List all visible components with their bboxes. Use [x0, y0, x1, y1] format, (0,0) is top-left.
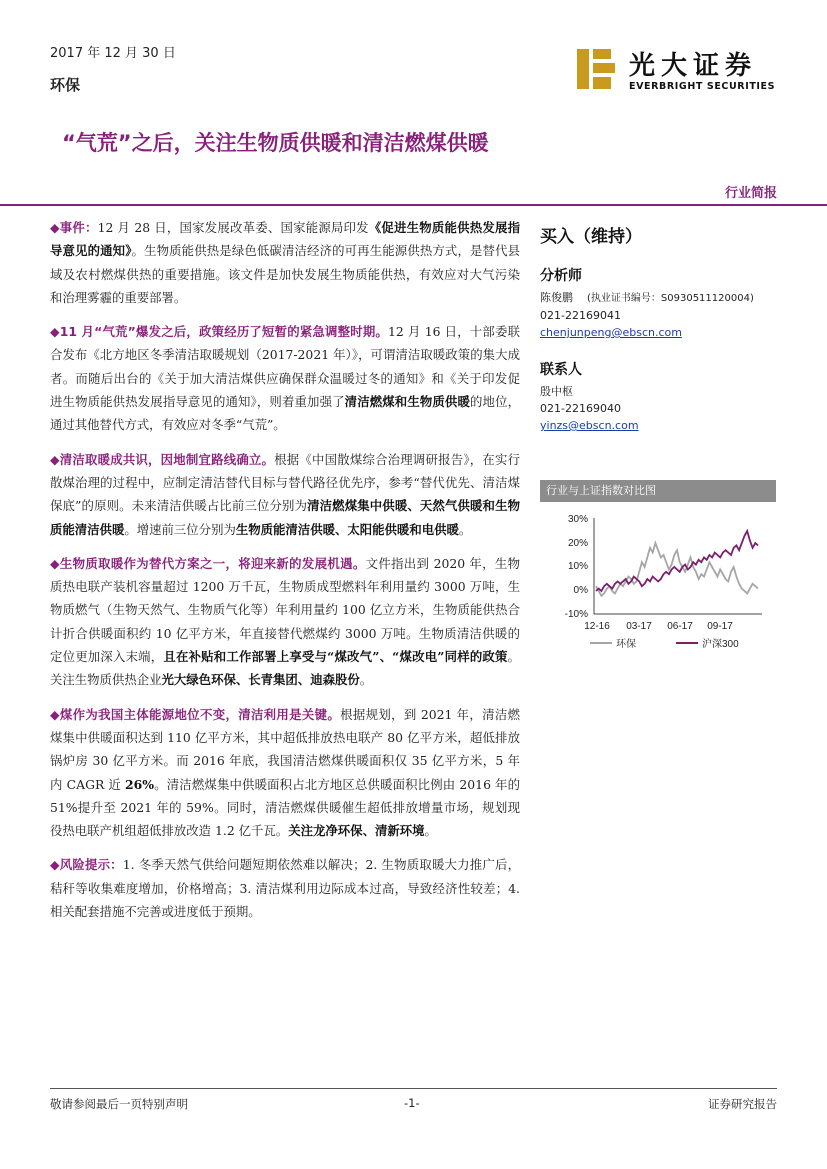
contact-email-link[interactable]: yinzs@ebscn.com [540, 419, 639, 432]
page-number: -1- [404, 1096, 420, 1110]
header-divider [0, 204, 827, 206]
paragraph-bold: 清洁燃煤集中供暖、天然气供暖和生物质能清洁供暖 [50, 498, 520, 537]
x-tick-label: 06-17 [667, 621, 693, 632]
footer-report-label: 证券研究报告 [708, 1097, 777, 1111]
logo-mark-icon [575, 45, 619, 93]
x-tick-label: 03-17 [626, 621, 652, 632]
investment-rating: 买入（维持） [540, 227, 642, 247]
paragraph-text: 文件指出到 2020 年，生物质热电联产装机容量超过 1200 万千瓦，生物质成型燃料年利用量约 3000 万吨，生物质燃气（生物天然气、生物质气化等）年利用量约 100 亿立方米，生物质能供热合计折合供暖面积约 10 亿平方米，年直接替代燃煤约 3000 万吨。生物质清洁供暖的定位更加深入末端， [50, 555, 520, 665]
series-line-hs300 [596, 531, 758, 591]
main-content [50, 216, 520, 934]
paragraph-policy [50, 320, 520, 436]
paragraph-text: 12 月 28 日，国家发展改革委、国家能源局印发 [97, 220, 369, 235]
paragraph-text: 。生物质能供热是绿色低碳清洁经济的可再生能源供热方式，是替代县域及农村燃煤供热的重要措施。该文件是加快发展生物质能供热，有效应对大气污染和治理雾霾的重要部署。 [50, 243, 520, 305]
paragraph-lead: ◆生物质取暖作为替代方案之一，将迎来新的发展机遇。 [50, 555, 366, 571]
y-tick-label: -10% [564, 609, 588, 620]
paragraph-biomass [50, 552, 520, 692]
sidebar [540, 222, 780, 434]
contact-heading: 联系人 [540, 362, 582, 378]
legend-label-hs300: 沪深300 [702, 639, 739, 650]
comparison-chart [540, 480, 776, 660]
x-tick-label: 09-17 [707, 621, 733, 632]
y-tick-label: 0% [573, 585, 588, 596]
paragraph-event [50, 216, 520, 309]
paragraph-text: 12 月 16 日，十部委联合发布《北方地区冬季清洁取暖规划（2017-2021 年）》，可谓清洁取暖政策的集大成者。而随后出台的《关于加大清洁煤供应确保群众温暖过冬的通知》和《关于印发促进生物质能供热发展指导意见的通知》，则着重加强了 [50, 324, 521, 410]
paragraph-lead: ◆清洁取暖成共识，因地制宜路线确立。 [50, 451, 275, 467]
footer-divider [50, 1088, 777, 1089]
paragraph-text: 1. 冬季天然气供给问题短期依然难以解决；2. 生物质取暖大力推广后，秸秆等收集难度增加，价格增高；3. 清洁煤利用边际成本过高，导致经济性较差；4. 相关配套措施不完善或进度低于预期。 [50, 857, 520, 920]
paragraph-lead: ◆风险提示： [50, 857, 123, 873]
paragraph-lead: ◆11 月“气荒”爆发之后，政策经历了短暂的紧急调整时期。 [50, 324, 389, 340]
paragraph-text: 的地位，通过其他替代方式，有效应对冬季“气荒”。 [50, 394, 521, 433]
analyst-email-link[interactable]: chenjunpeng@ebscn.com [540, 326, 682, 339]
report-title: “气荒”之后，关注生物质供暖和清洁燃煤供暖 [62, 131, 489, 155]
contact-name: 殷中枢 [540, 385, 573, 398]
sector-label: 环保 [50, 76, 81, 94]
logo-text-en: EVERBRIGHT SECURITIES [629, 81, 776, 92]
paragraph-bold: 26% [125, 776, 155, 792]
paragraph-lead: ◆事件： [50, 220, 98, 235]
logo-text-cn: 光大证券 [629, 51, 758, 81]
analyst-name: 陈俊鹏 [540, 291, 573, 304]
paragraph-consensus [50, 448, 520, 541]
paragraph-text: 根据《中国散煤综合治理调研报告》，在实行散煤治理的过程中，应制定清洁替代目标与替代路径优先序，参考“替代优先、清洁煤保底”的原则。未来清洁供暖占比前三位分别为 [50, 451, 520, 514]
analyst-phone: 021-22169041 [540, 309, 621, 322]
paragraph-bold: 清洁燃煤和生物质供暖 [344, 394, 471, 410]
paragraph-bold: 生物质能清洁供暖、太阳能供暖和电供暖 [235, 521, 459, 537]
chart-title: 行业与上证指数对比图 [540, 480, 776, 502]
paragraph-text: 。 [424, 823, 437, 839]
y-tick-label: 30% [567, 514, 588, 525]
paragraph-text: 。增速前三位分别为 [124, 521, 236, 537]
paragraph-bold: 且在补贴和工作部署上享受与“煤改气”、“煤改电”同样的政策 [163, 649, 508, 665]
y-tick-label: 20% [567, 538, 588, 549]
report-date: 2017 年 12 月 30 日 [50, 46, 176, 61]
paragraph-risk [50, 853, 520, 923]
paragraph-text: 。 [458, 521, 472, 537]
paragraph-text: 。清洁燃煤集中供暖面积占北方地区总供暖面积比例由 2016 年的 51%提升至 2021 年的 59%。同时，清洁燃煤供暖催生超低排放增量市场，规划现役热电联产机组超低排放改造 1.2 亿千瓦。 [50, 776, 520, 839]
paragraph-text: 。关注生物质供热企业 [50, 649, 521, 688]
report-type-label: 行业简报 [724, 186, 777, 201]
legend-label-huanbao: 环保 [616, 639, 636, 650]
analyst-cert: (执业证书编号：S0930511120004) [587, 293, 754, 304]
analyst-line [540, 289, 780, 307]
paragraph-bold: 《促进生物质能供热发展指导意见的通知》 [50, 220, 521, 259]
paragraph-bold: 光大绿色环保、长青集团、迪森股份 [161, 672, 360, 688]
paragraph-bold: 关注龙净环保、清新环境 [288, 823, 425, 839]
y-tick-label: 10% [567, 561, 588, 572]
x-tick-label: 12-16 [584, 621, 610, 632]
paragraph-text: 。 [359, 672, 373, 688]
footer-disclaimer: 敬请参阅最后一页特别声明 [50, 1097, 188, 1111]
chart-plot [540, 502, 776, 660]
paragraph-lead: ◆煤作为我国主体能源地位不变，清洁利用是关键。 [50, 706, 341, 722]
company-logo [575, 45, 785, 97]
paragraph-coal [50, 703, 520, 843]
analyst-heading: 分析师 [540, 268, 582, 284]
paragraph-text: 根据规划，到 2021 年，清洁燃煤集中供暖面积达到 110 亿平方米，其中超低排放热电联产 80 亿平方米，超低排放锅炉房 30 亿平方米。而 2016 年底，我国清洁燃煤供暖面积仅 35 亿平方米，5 年内 CAGR 近 [50, 706, 521, 792]
contact-phone: 021-22169040 [540, 402, 621, 415]
